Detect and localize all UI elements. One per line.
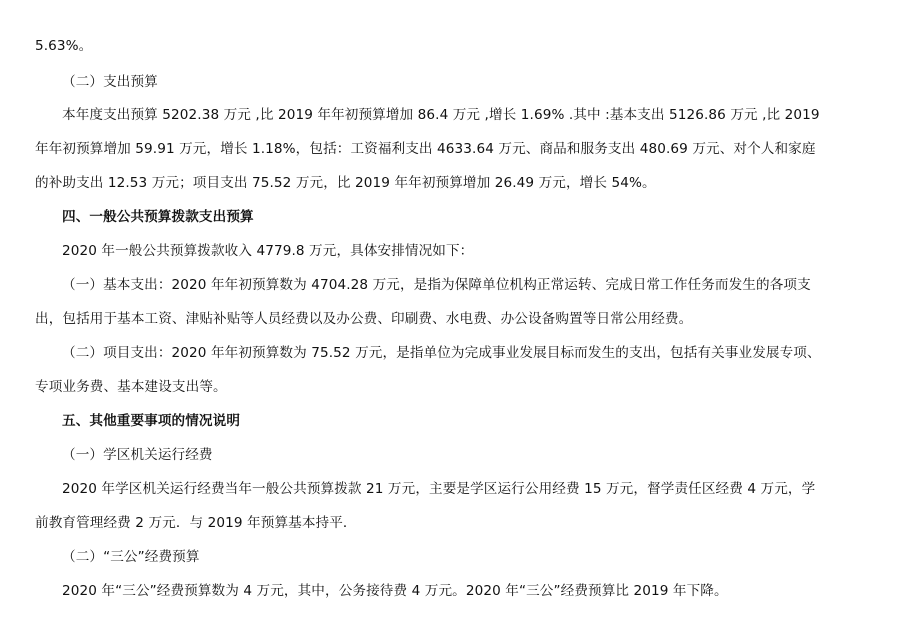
paragraph-line: 专项业务费、基本建设支出等。 [35, 379, 227, 395]
subheading-three-public-funds: （二）“三公”经费预算 [62, 549, 200, 565]
section-heading-5: 五、其他重要事项的情况说明 [62, 413, 241, 429]
text-line-continuation: 5.63%。 [35, 38, 93, 54]
paragraph-line: 2020 年一般公共预算拨款收入 4779.8 万元，具体安排情况如下： [62, 243, 474, 259]
paragraph-line: 本年度支出预算 5202.38 万元 ,比 2019 年年初预算增加 86.4 万元 ,增长 1.69% .其中 :基本支出 5126.86 万元 ,比 2019 [62, 107, 820, 123]
paragraph-line: （二）项目支出：2020 年年初预算数为 75.52 万元，是指单位为完成事业发展目标而发生的支出，包括有关事业发展专项、 [62, 345, 821, 361]
paragraph-line: 年年初预算增加 59.91 万元，增长 1.18%，包括：工资福利支出 4633.64 万元、商品和服务支出 480.69 万元、对个人和家庭 [35, 141, 816, 157]
paragraph-line: 的补助支出 12.53 万元；项目支出 75.52 万元，比 2019 年年初预算增加 26.49 万元，增长 54%。 [35, 175, 656, 191]
paragraph-line: 前教育管理经费 2 万元．与 2019 年预算基本持平． [35, 515, 357, 531]
paragraph-line: 2020 年“三公”经费预算数为 4 万元，其中，公务接待费 4 万元。2020 年“三公”经费预算比 2019 年下降。 [62, 583, 728, 599]
paragraph-line: 出，包括用于基本工资、津贴补贴等人员经费以及办公费、印刷费、水电费、办公设备购置等日常公用经费。 [35, 311, 693, 327]
section-heading-4: 四、一般公共预算拨款支出预算 [62, 209, 254, 225]
paragraph-line: （一）基本支出：2020 年年初预算数为 4704.28 万元，是指为保障单位机构正常运转、完成日常工作任务而发生的各项支 [62, 277, 811, 293]
subheading-expenditure-budget: （二）支出预算 [62, 74, 158, 90]
paragraph-line: 2020 年学区机关运行经费当年一般公共预算拨款 21 万元，主要是学区运行公用经费 15 万元，督学责任区经费 4 万元，学 [62, 481, 816, 497]
subheading-operating-funds: （一）学区机关运行经费 [62, 447, 213, 463]
